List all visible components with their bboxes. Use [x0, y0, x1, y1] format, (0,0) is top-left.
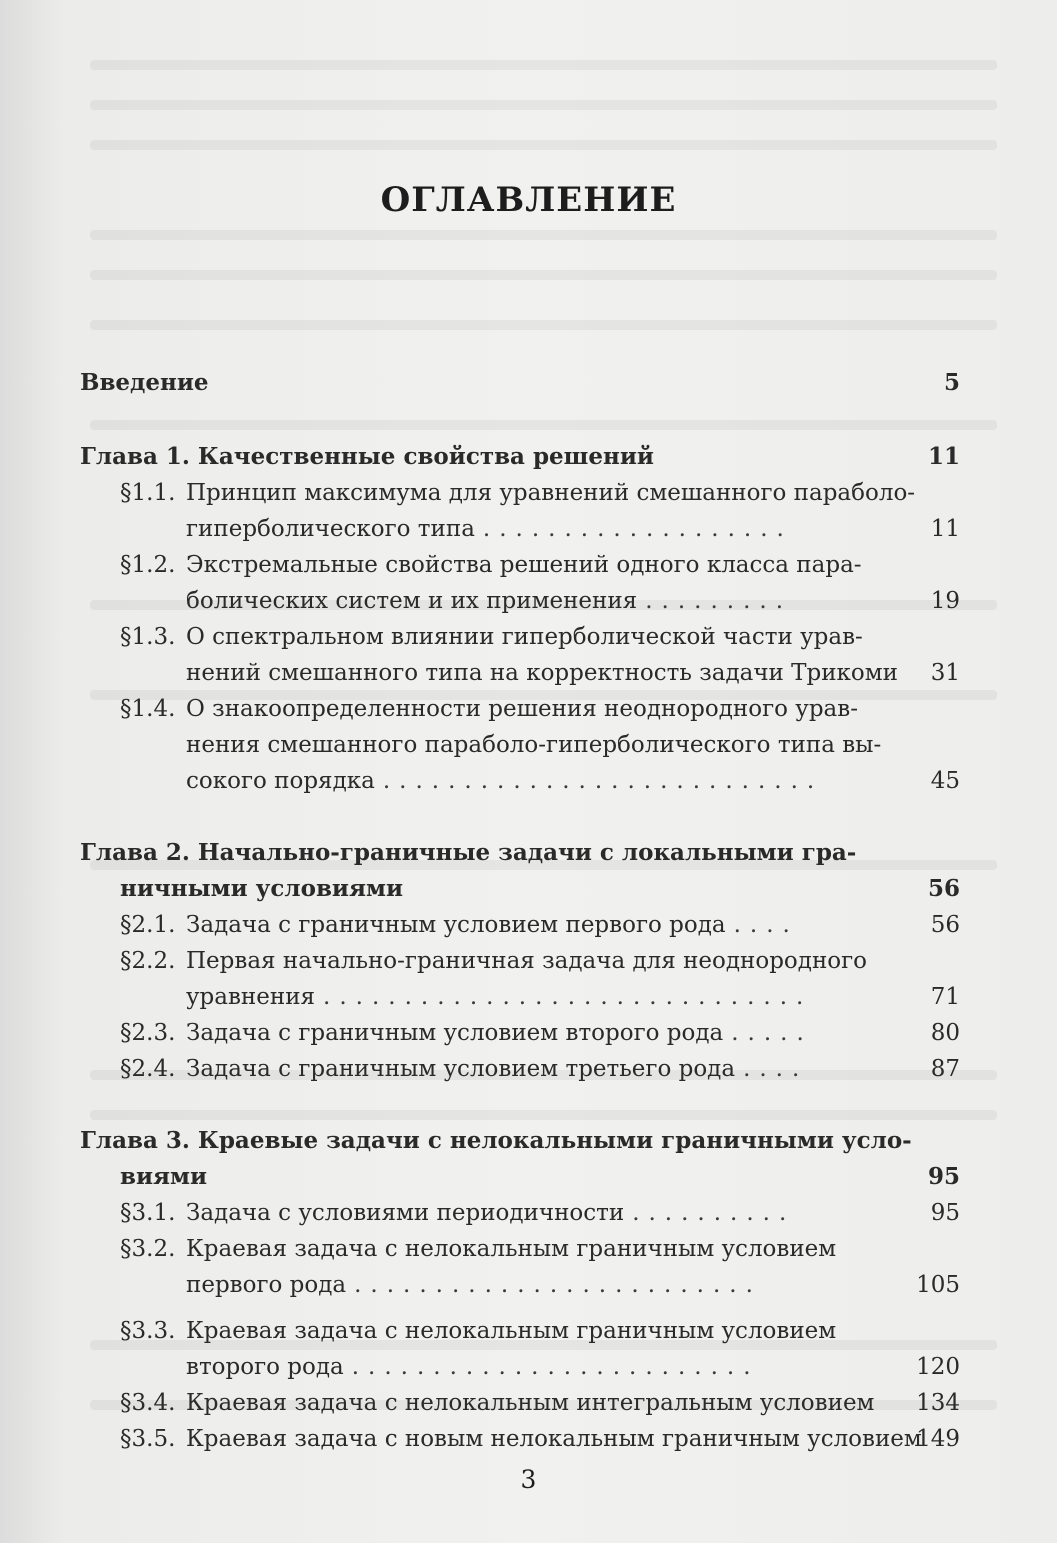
chapter-title-cont: ничными условиями 56 [120, 871, 960, 907]
toc-section-1-4[interactable]: §1.4. О знакоопределенности решения неоднородного урав- нения смешанного параболо-гиперболического типа вы- сокого порядка ........................... 45 [120, 691, 960, 799]
toc-chapter-1 [80, 439, 960, 799]
toc-section-2-3[interactable]: §2.3. Задача с граничным условием второго рода ..... 80 [120, 1015, 960, 1051]
section-page: 105 [916, 1272, 960, 1298]
toc-intro-label: Введение [80, 369, 209, 396]
leader-dots: ..... [731, 1020, 813, 1046]
toc-section-3-5[interactable]: §3.5. Краевая задача с новым нелокальным граничным условием 149 [120, 1421, 960, 1457]
leader-dots: ......... [645, 588, 793, 614]
section-page: 149 [916, 1426, 960, 1452]
table-of-contents [80, 365, 960, 1457]
leader-dots: ................... [482, 516, 793, 542]
toc-section-1-3[interactable]: §1.3. О спектральном влиянии гиперболической части урав- нений смешанного типа на корректность задачи Трикоми 31 [120, 619, 960, 691]
chapter-title[interactable]: Глава 1. Качественные свойства решений 11 [80, 439, 960, 475]
toc-section-3-3[interactable]: §3.3. Краевая задача с нелокальным граничным условием второго рода ......................... 120 [120, 1313, 960, 1385]
chapter-title[interactable]: Глава 2. Начально-граничные задачи с локальными гра- [80, 839, 857, 866]
chapter-page: 11 [927, 443, 960, 470]
toc-chapter-3 [80, 1123, 960, 1457]
toc-intro-page: 5 [943, 369, 960, 396]
toc-section-2-2[interactable]: §2.2. Первая начально-граничная задача для неоднородного уравнения .............................. 71 [120, 943, 960, 1015]
leader-dots: ........................... [382, 768, 824, 794]
leader-dots: .......... [632, 1200, 796, 1226]
chapter-title[interactable]: Глава 3. Краевые задачи с нелокальными граничными усло- [80, 1127, 912, 1154]
toc-section-1-2[interactable]: §1.2. Экстремальные свойства решений одного класса пара- болических систем и их применения ......... 19 [120, 547, 960, 619]
toc-section-2-4[interactable]: §2.4. Задача с граничным условием третьего рода .... 87 [120, 1051, 960, 1087]
chapter-page: 95 [927, 1163, 960, 1190]
chapter-page: 56 [927, 875, 960, 902]
toc-section-3-2[interactable]: §3.2. Краевая задача с нелокальным граничным условием первого рода ......................... 105 [120, 1231, 960, 1303]
chapter-title-cont: виями 95 [120, 1159, 960, 1195]
section-page: 80 [930, 1020, 960, 1046]
section-page: 134 [916, 1390, 960, 1416]
leader-dots: .... [743, 1056, 809, 1082]
toc-section-2-1[interactable]: §2.1. Задача с граничным условием первого рода .... 56 [120, 907, 960, 943]
section-page: 87 [930, 1056, 960, 1082]
section-page: 71 [930, 984, 960, 1010]
section-page: 95 [930, 1200, 960, 1226]
page-title: ОГЛАВЛЕНИЕ [380, 180, 677, 220]
section-page: 56 [930, 912, 960, 938]
leader-dots: ......................... [351, 1354, 760, 1380]
toc-section-3-1[interactable]: §3.1. Задача с условиями периодичности .......... 95 [120, 1195, 960, 1231]
leader-dots: .............................. [323, 984, 813, 1010]
page-number: 3 [520, 1465, 537, 1494]
section-page: 45 [930, 768, 960, 794]
section-page: 120 [916, 1354, 960, 1380]
leader-dots: ......................... [354, 1272, 762, 1298]
section-page: 11 [930, 516, 960, 542]
toc-intro[interactable] [80, 365, 960, 401]
section-page: 31 [930, 660, 960, 686]
section-page: 19 [930, 588, 960, 614]
toc-chapter-2 [80, 835, 960, 1087]
toc-section-1-1[interactable]: §1.1. Принцип максимума для уравнений смешанного параболо- гиперболического типа ................... 11 [120, 475, 960, 547]
leader-dots: .... [733, 912, 799, 938]
toc-section-3-4[interactable]: §3.4. Краевая задача с нелокальным интегральным условием 134 [120, 1385, 960, 1421]
